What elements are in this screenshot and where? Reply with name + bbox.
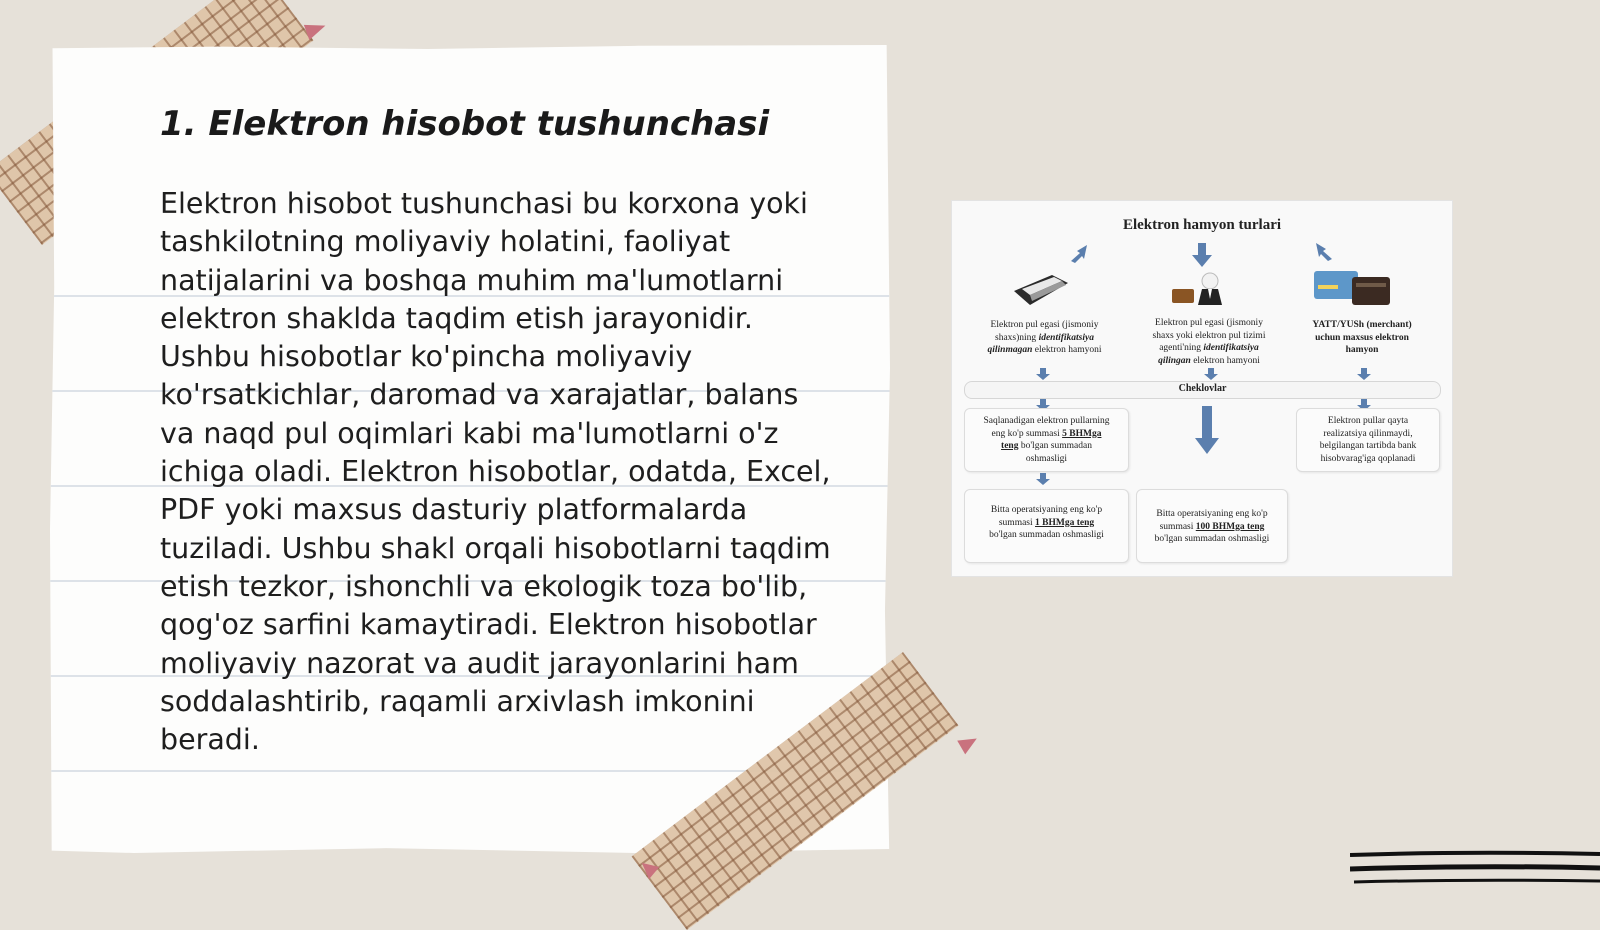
arrow-icon: [1192, 243, 1212, 267]
slide-body-text: Elektron hisobot tushunchasi bu korxona yoki tashkilotning moliyaviy holatini, faoliyat natijalarini va boshqa muhim ma'lumotlarni elektron shaklda taqdim etish jarayonidir. Ushbu hisobotlar ko'pincha moliyaviy ko'rsatkichlar, daromad va xarajatlar, balans va naqd pul oqimlari kabi ma'lumotlarni o'z ichiga oladi. Elektron hisobotlar, odatda, Excel, PDF yoki maxsus dasturiy platformalarda tuziladi. Ushbu shakl orqali hisobotlarni taqdim etish tezkor, ishonchli va ekologik toza bo'lib, qog'oz sarfini kamaytiradi. Elektron hisobotlar moliyaviy nazorat va audit jarayonlarini ham soddalashtirib, raqamli arxivlash imkonini beradi.: [160, 187, 831, 757]
arrow-icon: [1036, 473, 1050, 485]
restriction-box: Elektron pullar qayta realizatsiya qilinmaydi, belgilangan tartibda bank hisobvarag'iga qoplanadi: [1296, 408, 1440, 472]
tape-end-decoration: [957, 732, 981, 755]
arrow-icon: [1067, 241, 1091, 265]
restriction-box: Bitta operatsiyaning eng ko'p summasi 100 BHMga teng bo'lgan summadan oshmasligi: [1136, 489, 1288, 563]
arrow-icon: [1195, 406, 1219, 454]
arrow-icon: [1357, 368, 1371, 380]
tape-end-decoration: [304, 18, 328, 40]
wallet-icon: [1012, 273, 1072, 307]
wallet-types-diagram: [951, 200, 1453, 577]
cards-icon: [1312, 269, 1394, 307]
restriction-box: Bitta operatsiyaning eng ko'p summasi 1 BHMga teng bo'lgan summadan oshmasligi: [964, 489, 1129, 563]
restrictions-bar: [964, 381, 1441, 399]
wallet-type-identified: Elektron pul egasi (jismoniy shaxs yoki elektron pul tizimi agenti'ning identifikatsiya qilingan elektron hamyoni: [1152, 318, 1266, 366]
diagram-title: Elektron hamyon turlari: [1122, 217, 1282, 233]
slide-title: 1. Elektron hisobot tushunchasi: [160, 104, 770, 144]
arrow-icon: [1036, 368, 1050, 380]
person-wallet-icon: [1170, 271, 1230, 305]
arrow-icon: [1312, 239, 1336, 263]
restrictions-label: Cheklovlar: [1178, 383, 1227, 394]
decorative-lines-icon: [1350, 850, 1600, 890]
arrow-icon: [1204, 368, 1218, 380]
restriction-box: Saqlanadigan elektron pullarning eng ko'p summasi 5 BHMga teng bo'lgan summadan oshmasligi: [964, 408, 1129, 472]
wallet-type-unidentified: Elektron pul egasi (jismoniy shaxs)ning identifikatsiya qilinmagan elektron hamyoni: [987, 320, 1102, 355]
wallet-type-merchant: YATT/YUSh (merchant) uchun maxsus elektron hamyon: [1312, 320, 1412, 355]
